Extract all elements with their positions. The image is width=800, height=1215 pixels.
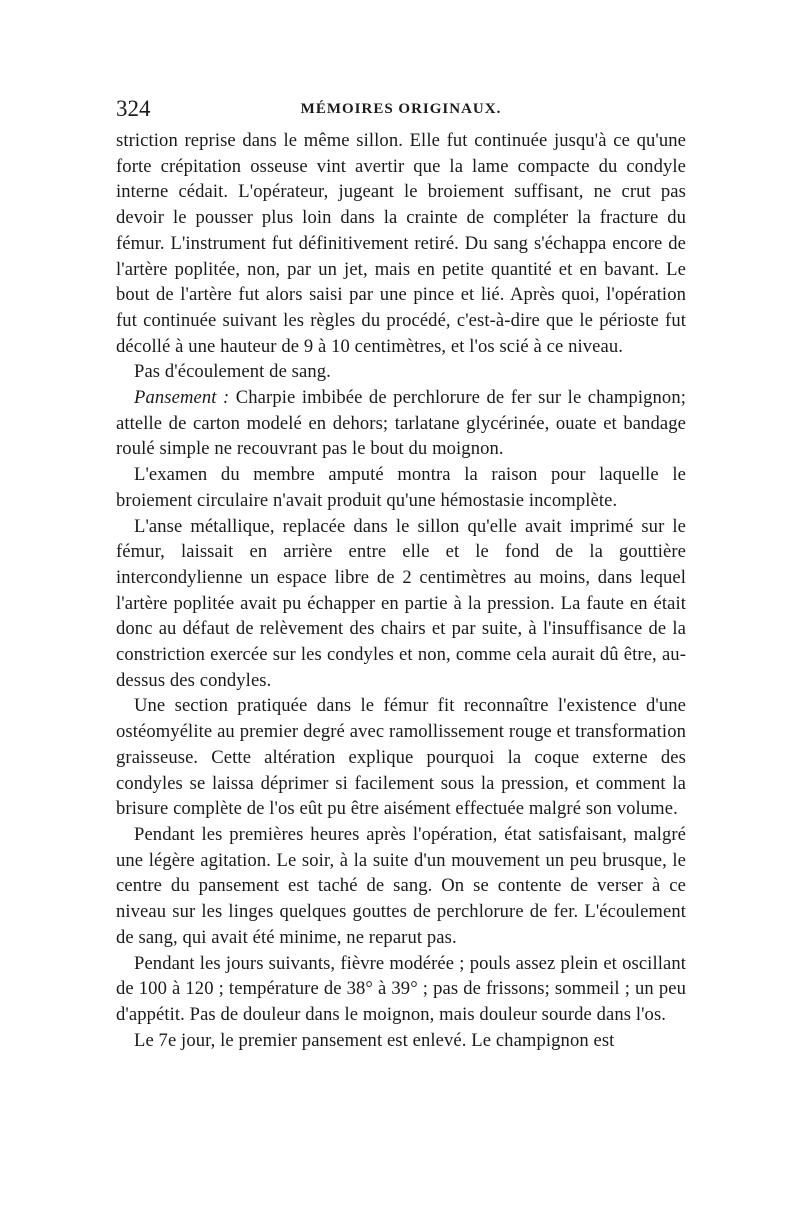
- paragraph-9: Le 7e jour, le premier pansement est enlevé. Le champignon est: [134, 1029, 615, 1051]
- pansement-label: Pansement :: [134, 387, 230, 409]
- paragraph-6: Une section pratiquée dans le fémur fit reconnaître l'existence d'une ostéomyélite au premier degré avec ramollissement rouge et transformation graisseuse. Cette altération explique pourquoi la coque externe des condyles se laissa déprimer si facilement sous la pression, et comment la brisure complète de l'os eût pu être aisément effectuée malgré son volume.: [116, 695, 686, 820]
- paragraph-5: L'anse métallique, replacée dans le sillon qu'elle avait imprimé sur le fémur, laissait en arrière entre elle et le fond de la gouttière intercondylienne un espace libre de 2 centimètres au moins, dans lequel l'artère poplitée avait pu échapper en partie à la pression. La faute en était donc au défaut de relèvement des chairs et par suite, à l'insuffisance de la constriction exercée sur les condyles et non, comme cela aurait dû être, au-dessus des condyles.: [116, 515, 686, 691]
- page-header: [116, 94, 686, 124]
- page-number: 324: [116, 96, 151, 121]
- pansement-text: Charpie imbibée de perchlorure de fer sur le champignon; attelle de carton modelé en dehors; tarlatane glycérinée, ouate et bandage roulé simple ne recouvrant pas le bout du moignon.: [116, 387, 686, 460]
- paragraph-8: Pendant les jours suivants, fièvre modérée ; pouls assez plein et oscillant de 100 à 120 ; température de 38° à 39° ; pas de frissons; sommeil ; un peu d'appétit. Pas de douleur dans le moignon, mais douleur sourde dans l'os.: [116, 952, 686, 1025]
- paragraph-pansement: [116, 385, 686, 462]
- paragraph-1: striction reprise dans le même sillon. Elle fut continuée jusqu'à ce qu'une forte crépitation osseuse vint avertir que la lame compacte du condyle interne cédait. L'opérateur, jugeant le broiement suffisant, ne crut pas devoir le pousser plus loin dans la crainte de compléter la fracture du fémur. L'instrument fut définitivement retiré. Du sang s'échappa encore de l'artère poplitée, non, par un jet, mais en petite quantité et en bavant. Le bout de l'artère fut alors saisi par une pince et lié. Après quoi, l'opération fut continuée suivant les règles du procédé, c'est-à-dire que le périoste fut décollé à une hauteur de 9 à 10 centimètres, et l'os scié à ce niveau.: [116, 130, 686, 357]
- body-text: [116, 128, 686, 1053]
- paragraph-4: L'examen du membre amputé montra la raison pour laquelle le broiement circulaire n'avait produit qu'une hémostasie incomplète.: [116, 464, 686, 511]
- paragraph-2: Pas d'écoulement de sang.: [134, 361, 331, 383]
- running-head: MÉMOIRES ORIGINAUX.: [300, 101, 502, 117]
- paragraph-7: Pendant les premières heures après l'opération, état satisfaisant, malgré une légère agitation. Le soir, à la suite d'un mouvement un peu brusque, le centre du pansement est taché de sang. On se contente de verser à ce niveau sur les linges quelques gouttes de perchlorure de fer. L'écoulement de sang, qui avait été minime, ne reparut pas.: [116, 823, 686, 948]
